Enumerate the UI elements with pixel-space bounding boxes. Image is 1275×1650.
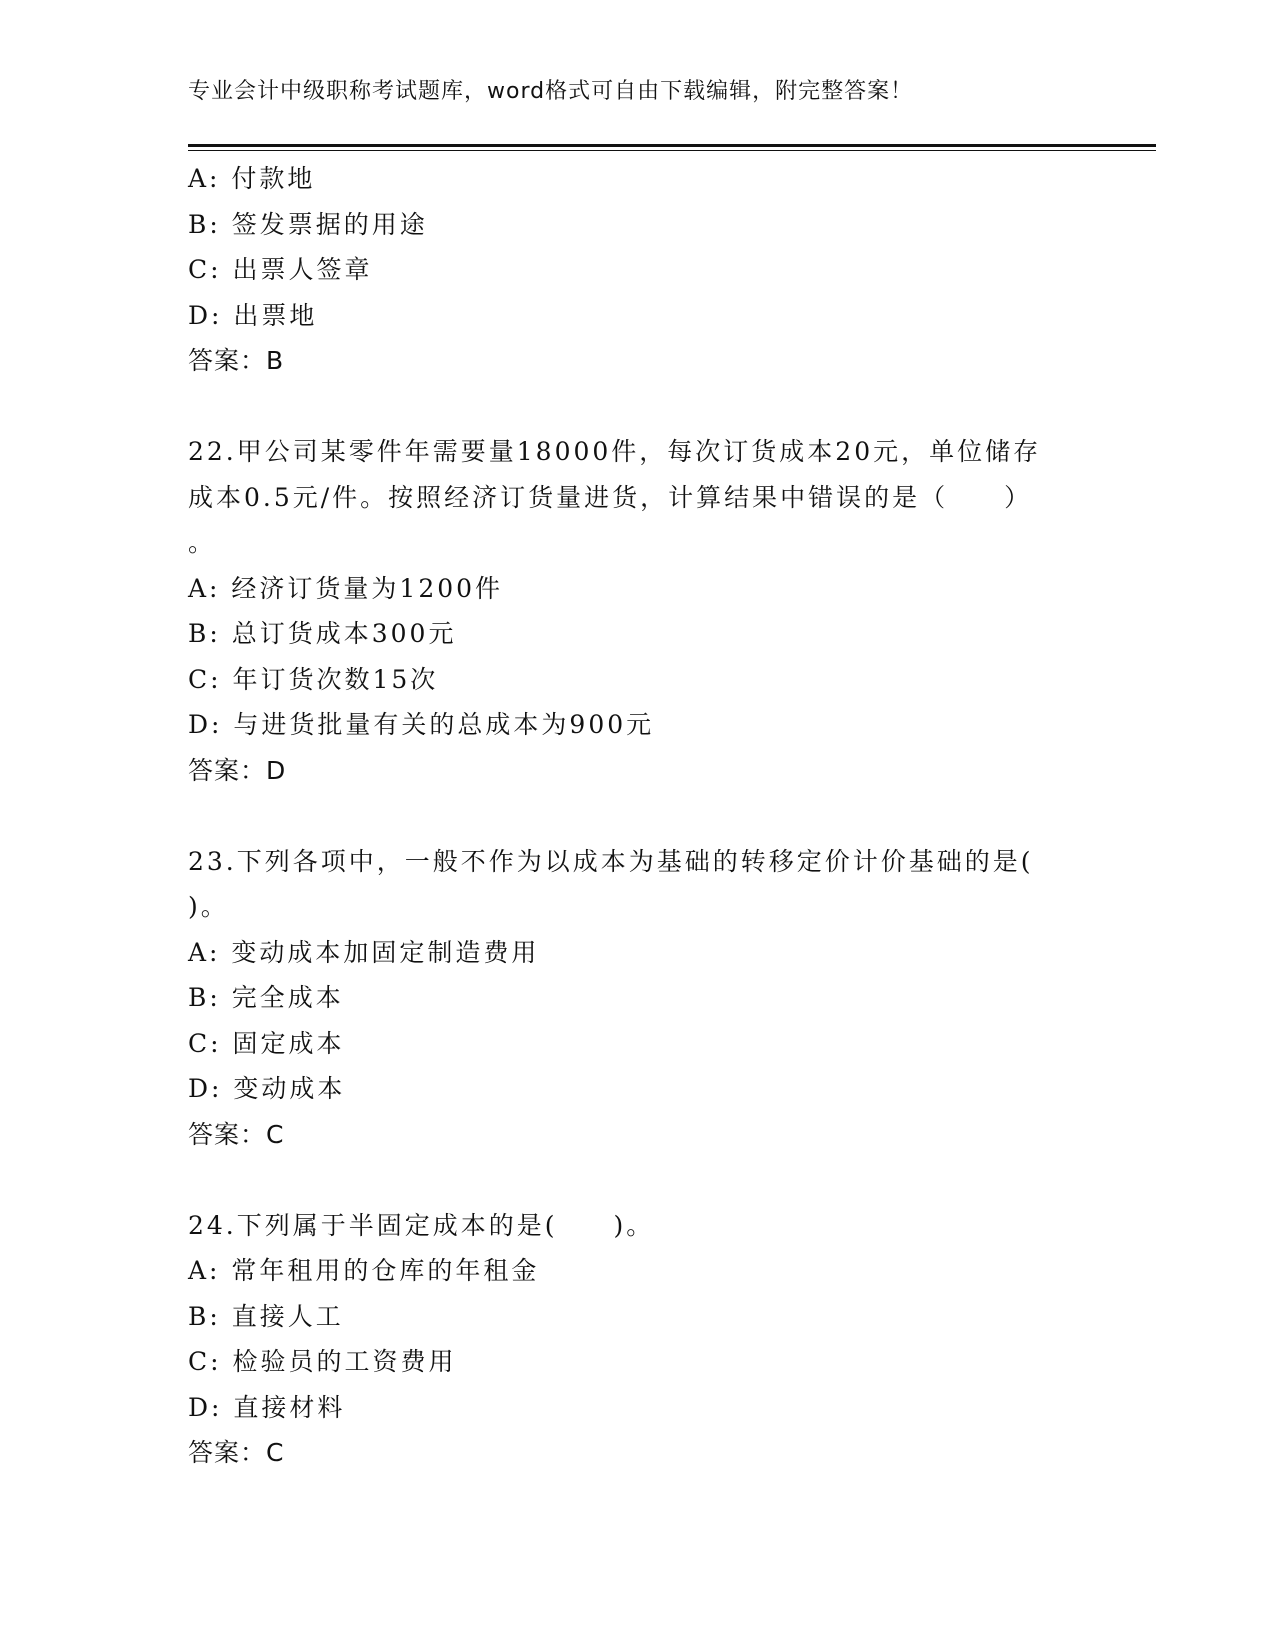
question-stem-line: 23.下列各项中，一般不作为以成本为基础的转移定价计价基础的是( (188, 846, 1034, 876)
header-rule-thin (188, 150, 1156, 151)
option-d: D: 变动成本 (188, 1074, 346, 1103)
question-23 (188, 839, 1088, 1158)
question-block-continued (188, 156, 1088, 384)
option-c: C: 固定成本 (188, 1028, 345, 1058)
question-22 (188, 429, 1088, 793)
question-stem-line: 成本0.5元/件。按照经济订货量进货，计算结果中错误的是（ ） (188, 482, 1033, 512)
page-header: 专业会计中级职称考试题库，word格式可自由下载编辑，附完整答案！ (188, 79, 914, 104)
option-c: C: 年订货次数15次 (188, 664, 439, 694)
option-b: B: 直接人工 (188, 1301, 344, 1331)
question-stem-line: 24.下列属于半固定成本的是( )。 (188, 1210, 655, 1240)
option-a: A: 付款地 (188, 164, 316, 193)
option-a: A: 常年租用的仓库的年租金 (188, 1256, 540, 1285)
option-d: D: 出票地 (188, 300, 318, 330)
option-a: A: 变动成本加固定制造费用 (188, 937, 540, 967)
spacer (188, 384, 1088, 430)
answer: 答案：C (188, 1119, 285, 1149)
spacer (188, 1157, 1088, 1203)
question-stem-line: )。 (188, 892, 229, 921)
answer: 答案：C (188, 1438, 285, 1467)
option-c: C: 检验员的工资费用 (188, 1347, 457, 1376)
option-d: D: 与进货批量有关的总成本为900元 (188, 710, 655, 739)
answer: 答案：B (188, 346, 285, 375)
answer: 答案：D (188, 755, 287, 785)
option-b: B: 签发票据的用途 (188, 209, 428, 239)
header-rule-thick (188, 144, 1156, 147)
question-stem-line: 22.甲公司某零件年需要量18000件，每次订货成本20元，单位储存 (188, 437, 1042, 466)
option-c: C: 出票人签章 (188, 255, 373, 284)
option-b: B: 总订货成本300元 (188, 619, 457, 648)
question-list (188, 156, 1088, 1476)
option-b: B: 完全成本 (188, 983, 344, 1012)
question-stem-line: 。 (188, 528, 217, 557)
spacer (188, 793, 1088, 839)
question-24 (188, 1203, 1088, 1476)
option-a: A: 经济订货量为1200件 (188, 573, 504, 603)
option-d: D: 直接材料 (188, 1392, 346, 1422)
